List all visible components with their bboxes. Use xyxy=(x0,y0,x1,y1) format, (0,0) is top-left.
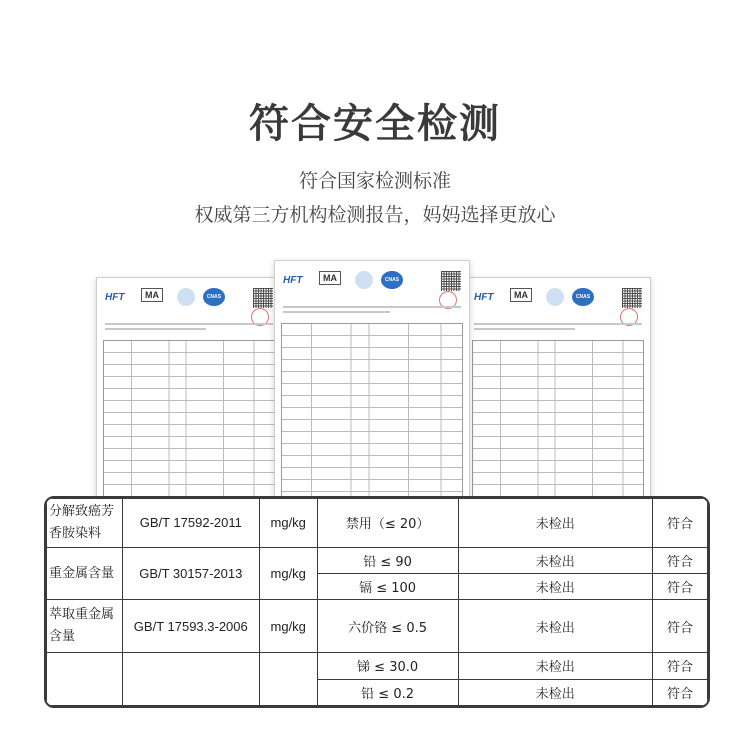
page-title: 符合安全检测 xyxy=(249,101,501,147)
test-item-cell: 重金属含量 xyxy=(47,547,123,600)
report-table-thumbnail xyxy=(103,340,275,500)
verdict-cell: 符合 xyxy=(653,574,708,600)
test-results-table xyxy=(44,496,710,708)
test-report-center xyxy=(274,260,470,506)
ma-logo: MA xyxy=(510,288,532,302)
limit-cell: 镉 ≤ 100 xyxy=(317,574,458,600)
test-standard-cell: GB/T 17593.3-2006 xyxy=(122,600,259,653)
cnas-logo: CNAS xyxy=(572,288,594,306)
unit-cell: mg/kg xyxy=(259,600,317,653)
ilac-logo xyxy=(546,288,564,306)
table-row xyxy=(47,653,708,679)
verdict-cell: 符合 xyxy=(653,679,708,705)
result-cell: 未检出 xyxy=(458,600,653,653)
ma-logo: MA xyxy=(319,271,341,285)
cnas-logo: CNAS xyxy=(203,288,225,306)
test-report-right xyxy=(465,277,651,505)
table-row xyxy=(47,600,708,653)
test-report-left xyxy=(96,277,282,505)
hft-logo: HFT xyxy=(283,275,303,286)
subtitle-standard: 符合国家检测标准 xyxy=(298,170,451,192)
ilac-logo xyxy=(355,271,373,289)
empty-cell xyxy=(47,653,123,706)
result-cell: 未检出 xyxy=(458,653,653,679)
test-item-cell: 萃取重金属含量 xyxy=(47,600,123,653)
hft-logo: HFT xyxy=(105,292,125,303)
limit-cell: 锑 ≤ 30.0 xyxy=(317,653,458,679)
limit-cell: 六价铬 ≤ 0.5 xyxy=(317,600,458,653)
qr-code-icon xyxy=(622,288,642,308)
test-item-cell: 分解致癌芳香胺染料 xyxy=(47,499,123,548)
subtitle-authority: 权威第三方机构检测报告，妈妈选择更放心 xyxy=(194,204,556,226)
result-cell: 未检出 xyxy=(458,679,653,705)
report-table-thumbnail xyxy=(472,340,644,500)
verdict-cell: 符合 xyxy=(653,653,708,679)
cnas-logo: CNAS xyxy=(381,271,403,289)
report-table-thumbnail xyxy=(281,323,463,501)
test-report-images xyxy=(0,255,750,505)
limit-cell: 铅 ≤ 90 xyxy=(317,547,458,573)
ma-logo: MA xyxy=(141,288,163,302)
result-cell: 未检出 xyxy=(458,547,653,573)
verdict-cell: 符合 xyxy=(653,499,708,548)
verdict-cell: 符合 xyxy=(653,600,708,653)
verdict-cell: 符合 xyxy=(653,547,708,573)
result-cell: 未检出 xyxy=(458,574,653,600)
unit-cell: mg/kg xyxy=(259,547,317,600)
limit-cell: 禁用（≤ 20） xyxy=(317,499,458,548)
unit-cell: mg/kg xyxy=(259,499,317,548)
qr-code-icon xyxy=(253,288,273,308)
test-standard-cell: GB/T 30157-2013 xyxy=(122,547,259,600)
table-row xyxy=(47,499,708,548)
empty-cell xyxy=(259,653,317,706)
qr-code-icon xyxy=(441,271,461,291)
table-row xyxy=(47,547,708,573)
limit-cell: 铅 ≤ 0.2 xyxy=(317,679,458,705)
hft-logo: HFT xyxy=(474,292,494,303)
result-cell: 未检出 xyxy=(458,499,653,548)
test-standard-cell: GB/T 17592-2011 xyxy=(122,499,259,548)
empty-cell xyxy=(122,653,259,706)
ilac-logo xyxy=(177,288,195,306)
